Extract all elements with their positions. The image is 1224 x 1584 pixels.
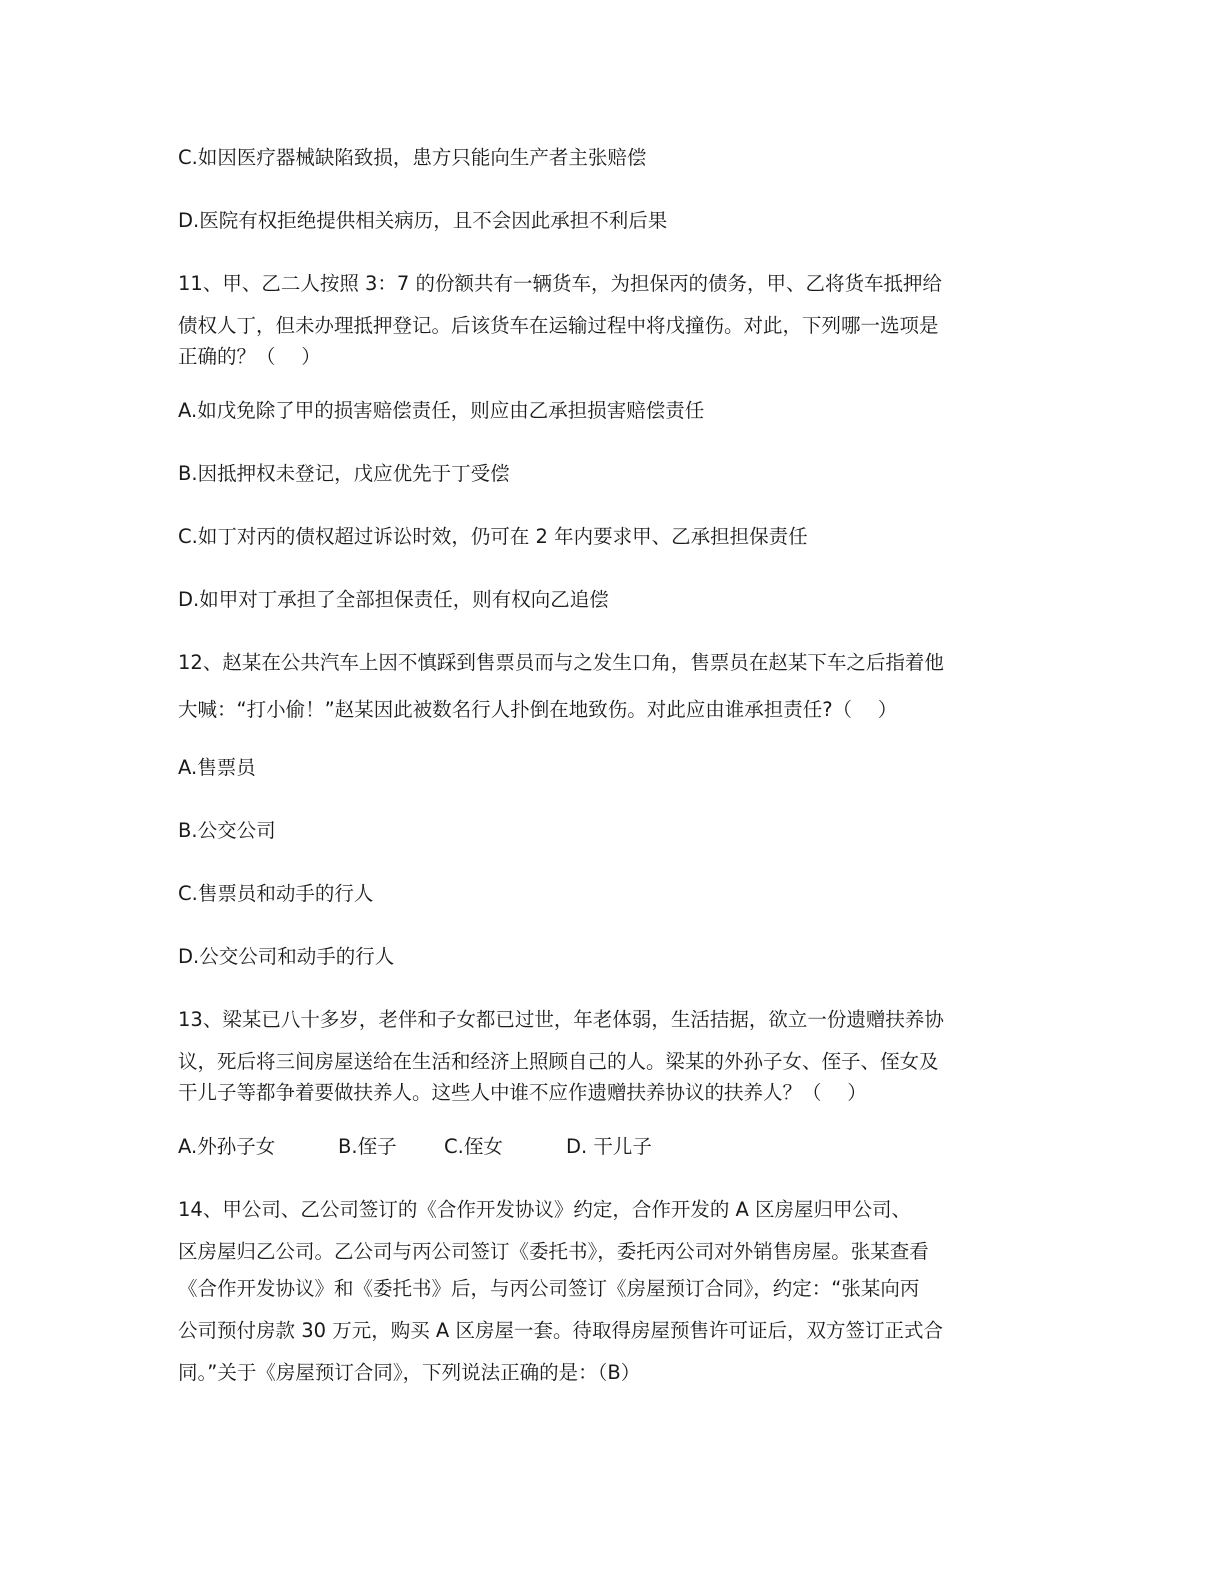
option-b-q11: B.因抵押权未登记，戊应优先于丁受偿 [178,462,510,485]
question-12-line-2: 大喊：“打小偷！”赵某因此被数名行人扑倒在地致伤。对此应由谁承担责任?（ ） [178,698,898,721]
question-12-line-1: 12、赵某在公共汽车上因不慎踩到售票员而与之发生口角，售票员在赵某下车之后指着他 [178,651,944,674]
option-a-q12: A.售票员 [178,756,256,779]
option-d-q11: D.如甲对丁承担了全部担保责任，则有权向乙追偿 [178,588,609,611]
option-a-q13: A.外孙子女 [178,1135,276,1158]
question-13-line-3: 干儿子等都争着要做扶养人。这些人中谁不应作遗赠扶养协议的扶养人？（ ） [178,1081,867,1104]
question-11-line-3: 正确的？（ ） [178,345,321,368]
q13-options-row [178,1134,698,1160]
option-d-q10: D.医院有权拒绝提供相关病历，且不会因此承担不利后果 [178,209,668,232]
option-d-q12: D.公交公司和动手的行人 [178,945,395,968]
question-14-line-3: 《合作开发协议》和《委托书》后，与丙公司签订《房屋预订合同》，约定：“张某向丙 [178,1277,920,1300]
question-14-line-5: 同。”关于《房屋预订合同》，下列说法正确的是：（B） [178,1361,641,1384]
question-13-line-1: 13、梁某已八十多岁，老伴和子女都已过世，年老体弱，生活拮据，欲立一份遗赠扶养协 [178,1008,944,1031]
option-a-q11: A.如戊免除了甲的损害赔偿责任，则应由乙承担损害赔偿责任 [178,399,705,422]
option-c-q13: C.侄女 [444,1135,503,1158]
option-b-q13: B.侄子 [338,1135,397,1158]
question-14-line-4: 公司预付房款 30 万元，购买 A 区房屋一套。待取得房屋预售许可证后，双方签订正式合 [178,1319,943,1342]
option-c-q10: C.如因医疗器械缺陷致损，患方只能向生产者主张赔偿 [178,146,647,169]
question-13-line-2: 议，死后将三间房屋送给在生活和经济上照顾自己的人。梁某的外孙子女、侄子、侄女及 [178,1050,939,1073]
question-14-line-1: 14、甲公司、乙公司签订的《合作开发协议》约定，合作开发的 A 区房屋归甲公司、 [178,1198,912,1221]
option-c-q12: C.售票员和动手的行人 [178,882,374,905]
option-c-q11: C.如丁对丙的债权超过诉讼时效，仍可在 2 年内要求甲、乙承担担保责任 [178,525,808,548]
option-d-q13: D. 干儿子 [566,1135,652,1158]
question-11-line-2: 债权人丁，但未办理抵押登记。后该货车在运输过程中将戊撞伤。对此，下列哪一选项是 [178,314,939,337]
question-14-line-2: 区房屋归乙公司。乙公司与丙公司签订《委托书》，委托丙公司对外销售房屋。张某查看 [178,1240,929,1263]
option-b-q12: B.公交公司 [178,819,276,842]
question-11-line-1: 11、甲、乙二人按照 3：7 的份额共有一辆货车，为担保丙的债务，甲、乙将货车抵押给 [178,272,943,295]
